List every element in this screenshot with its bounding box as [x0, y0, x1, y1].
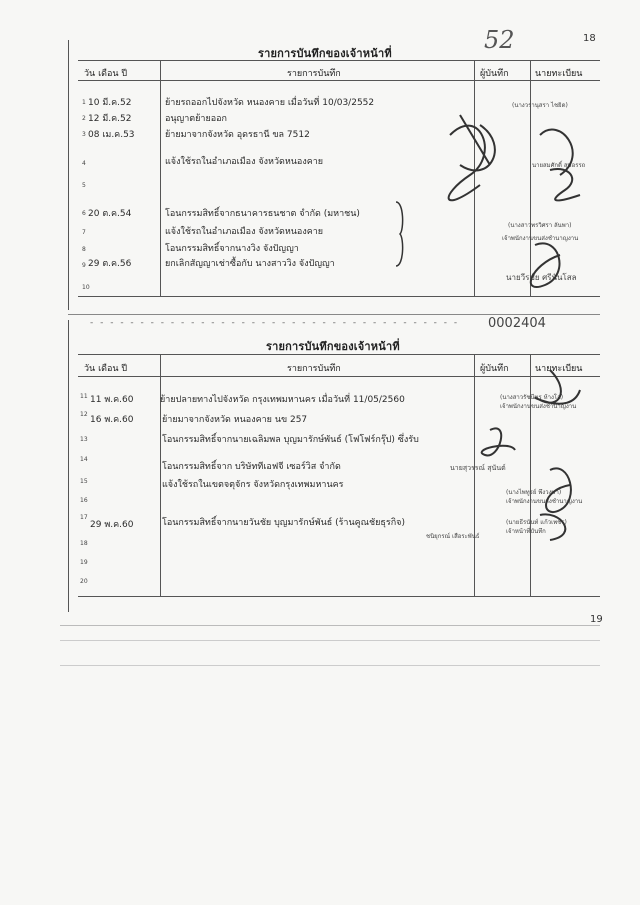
row-date: 12 มี.ค.52 [88, 114, 132, 124]
registrar-note: (นางไพทูรย์ พึงวงษา) [506, 489, 562, 496]
row-number: 18 [80, 540, 88, 547]
row-text: โอนกรรมสิทธิ์จากนายเฉลิมพล บุญมารักษ์พันธ์ (โฟโฟร์กรุ๊ป) ซึ่งรับ [162, 435, 419, 445]
row-number: 19 [80, 559, 88, 566]
bottom-header-date: วัน เดือน ปี [84, 364, 128, 374]
recorder-note: (นางสาวพรวิศรา ลันพา) [508, 222, 572, 229]
recorder-note: เจ้าพนักงานขนส่งชำนาญงาน [502, 235, 579, 242]
row-date: 11 พ.ค.60 [90, 395, 134, 405]
binding-line-bottom [68, 320, 69, 612]
row-number: 14 [80, 456, 88, 463]
row-number: 2 [82, 115, 86, 122]
recorder-note: ชนิยุกรณ์ เสือระพันธ์ [426, 533, 480, 540]
bottom-table-border-top [78, 354, 600, 355]
page-separator [68, 314, 600, 315]
bottom-section-title: รายการบันทึกของเจ้าหน้าที่ [266, 340, 400, 353]
top-table-header-line [78, 80, 600, 81]
registrar-note: เจ้าพนักงานขนส่งชำนาญงาน [506, 498, 583, 505]
faint-line [60, 625, 600, 626]
row-text: แจ้งใช้รถในอำเภอเมือง จังหวัดหนองคาย [165, 227, 324, 237]
faint-line [60, 665, 600, 666]
registrar-note: (นายธีรนันท์ แก้วเพชร) [506, 519, 567, 526]
row-number: 10 [82, 284, 90, 291]
bottom-header-record: รายการบันทึก [287, 364, 341, 374]
registrar-note: เจ้าหน้าที่บันทึก [506, 528, 546, 535]
row-text: โอนกรรมสิทธิ์จากธนาคารธนชาต จำกัด (มหาชน) [165, 209, 360, 219]
binding-line-top [68, 40, 69, 310]
signature-scribbles-bottom [470, 360, 600, 560]
row-number: 1 [82, 99, 86, 106]
row-date: 29 ต.ค.56 [88, 259, 132, 269]
signature-scribbles-top [420, 95, 600, 295]
row-date: 29 พ.ค.60 [90, 520, 134, 530]
page-number-bottom: 19 [590, 614, 603, 625]
row-number: 9 [82, 262, 86, 269]
bottom-header-recorder: ผู้บันทึก [480, 364, 509, 374]
row-number: 13 [80, 436, 88, 443]
row-number: 12 [80, 411, 88, 418]
bottom-table-border-bottom [78, 596, 600, 597]
faint-line [60, 640, 600, 641]
row-text: ยกเลิกสัญญาเช่าซื้อกับ นางสาววิง จังปัญญา [165, 259, 335, 269]
top-table-border-top [78, 60, 600, 61]
row-date: 08 เม.ค.53 [88, 130, 135, 140]
row-text: แจ้งใช้รถในอำเภอเมือง จังหวัดหนองคาย [165, 157, 324, 167]
registrar-note: เจ้าพนักงานขนส่งชำนาญงาน [500, 403, 577, 410]
registrar-note: (นางสาวรัชนีพร ห้างโล) [500, 394, 564, 401]
row-text: โอนกรรมสิทธิ์จากนางวิง จังปัญญา [165, 244, 299, 254]
registrar-note: นายวีรชัย ศรีนันโสล [506, 273, 577, 282]
row-text: ย้ายมาจากจังหวัด อุดรธานี ขล 7512 [165, 130, 310, 140]
row-number: 8 [82, 246, 86, 253]
row-number: 5 [82, 182, 86, 189]
top-section-title: รายการบันทึกของเจ้าหน้าที่ [258, 47, 392, 60]
top-header-registrar: นายทะเบียน [535, 69, 583, 79]
row-text: ย้ายมาจากจังหวัด หนองคาย นข 257 [162, 415, 308, 425]
top-header-recorder: ผู้บันทึก [480, 69, 509, 79]
row-text: อนุญาตย้ายออก [165, 114, 227, 124]
row-number: 11 [80, 393, 88, 400]
bottom-col-divider-1 [160, 354, 161, 596]
top-col-divider-1 [160, 60, 161, 296]
row-text: ย้ายรถออกไปจังหวัด หนองคาย เมื่อวันที่ 10/03/2552 [165, 98, 375, 108]
row-number: 20 [80, 578, 88, 585]
top-header-date: วัน เดือน ปี [84, 69, 128, 79]
recorder-note: (นางวรานุสรา ไชยิด) [512, 102, 568, 109]
row-text: ย้ายปลายทางไปจังหวัด กรุงเทพมหานคร เมื่อวันที่ 11/05/2560 [160, 395, 405, 405]
row-number: 17 [80, 514, 88, 521]
row-date: 20 ต.ค.54 [88, 209, 132, 219]
top-header-record: รายการบันทึก [287, 69, 341, 79]
dashed-line: - - - - - - - - - - - - - - - - - - - - - - - - - - - - - - - - - - - - - [90, 318, 460, 328]
page-number-top: 18 [583, 33, 596, 44]
row-number: 4 [82, 160, 86, 167]
serial-fragment: 0002404 [488, 316, 546, 331]
row-text: แจ้งใช้รถในเขตจตุจักร จังหวัดกรุงเทพมหานคร [162, 480, 344, 490]
bracket-mark [392, 200, 412, 270]
handwritten-number: 52 [484, 26, 515, 54]
registrar-note: นายสมศักดิ์ สุขอรรถ [532, 162, 586, 169]
row-number: 15 [80, 478, 88, 485]
recorder-note: นายสุวรรณ์ สุนันต์ [450, 464, 506, 472]
row-number: 3 [82, 131, 86, 138]
row-text: โอนกรรมสิทธิ์จาก บริษัททีเอฟจี เซอร์วิส จำกัด [162, 462, 341, 472]
row-number: 7 [82, 229, 86, 236]
row-text: โอนกรรมสิทธิ์จากนายวันชัย บุญมารักษ์พันธ์ (ร้านคูณชัยธุรกิจ) [162, 518, 405, 528]
row-date: 10 มี.ค.52 [88, 98, 132, 108]
row-number: 16 [80, 497, 88, 504]
top-table-border-bottom [78, 296, 600, 297]
bottom-header-registrar: นายทะเบียน [535, 364, 583, 374]
row-number: 6 [82, 210, 86, 217]
row-date: 16 พ.ค.60 [90, 415, 134, 425]
